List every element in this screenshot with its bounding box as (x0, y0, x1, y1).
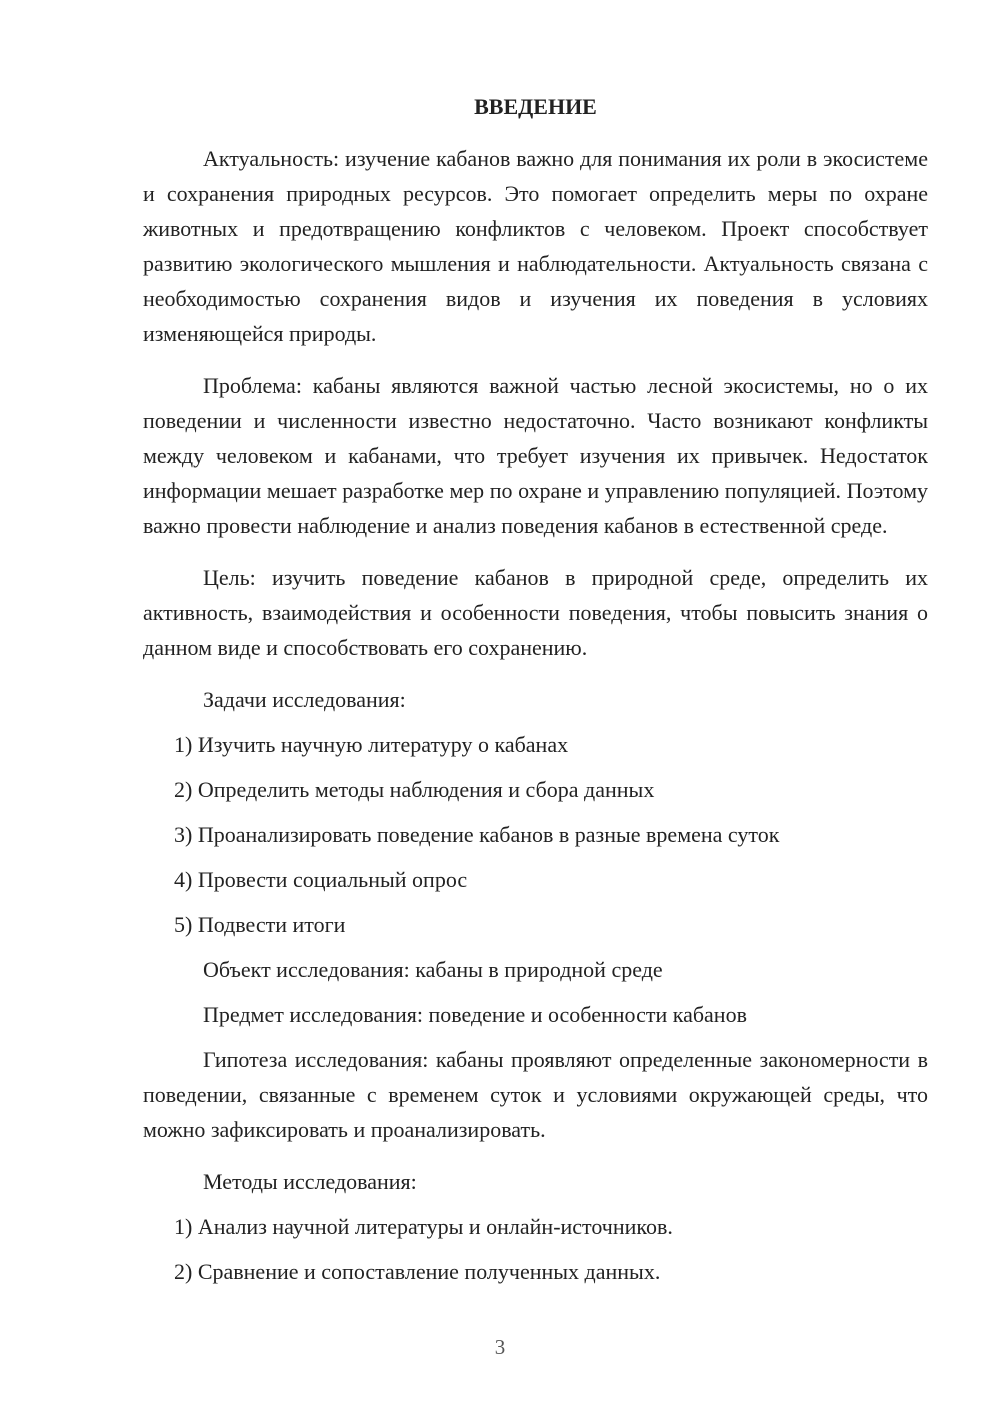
method-item: 1) Анализ научной литературы и онлайн-источников. (174, 1214, 673, 1239)
methods-heading: Методы исследования: (203, 1169, 417, 1194)
research-object: Объект исследования: кабаны в природной среде (203, 957, 663, 982)
page-title: ВВЕДЕНИЕ (474, 94, 597, 119)
task-item: 1) Изучить научную литературу о кабанах (174, 732, 569, 757)
research-subject: Предмет исследования: поведение и особенности кабанов (203, 1002, 747, 1027)
relevance-paragraph: Актуальность: изучение кабанов важно для понимания их роли в экосистеме и сохранения природных ресурсов. Это помогает определить меры по охране животных и предотвращению конфликтов с человеком. Проект способствует развитию экологического мышления и наблюдательности. Актуальность связана с необходимостью сохранения видов и изучения их поведения в условиях изменяющейся природы. (143, 146, 928, 346)
task-item: 4) Провести социальный опрос (174, 867, 468, 892)
document-page (143, 92, 928, 1299)
tasks-list (143, 727, 928, 942)
goal-paragraph: Цель: изучить поведение кабанов в природной среде, определить их активность, взаимодействия и особенности поведения, чтобы повысить знания о данном виде и способствовать его сохранению. (143, 565, 928, 660)
method-item: 2) Сравнение и сопоставление полученных данных. (174, 1259, 661, 1284)
hypothesis-paragraph: Гипотеза исследования: кабаны проявляют определенные закономерности в поведении, связанные с временем суток и условиями окружающей среды, что можно зафиксировать и проанализировать. (143, 1047, 928, 1142)
tasks-heading: Задачи исследования: (203, 687, 406, 712)
task-item: 5) Подвести итоги (174, 912, 346, 937)
task-item: 2) Определить методы наблюдения и сбора данных (174, 777, 655, 802)
methods-list (143, 1209, 928, 1289)
task-item: 3) Проанализировать поведение кабанов в разные времена суток (174, 822, 780, 847)
page-number: 3 (494, 1335, 506, 1359)
problem-paragraph: Проблема: кабаны являются важной частью лесной экосистемы, но о их поведении и численности известно недостаточно. Часто возникают конфликты между человеком и кабанами, что требует изучения их привычек. Недостаток информации мешает разработке мер по охране и управлению популяцией. Поэтому важно провести наблюдение и анализ поведения кабанов в естественной среде. (143, 373, 928, 538)
